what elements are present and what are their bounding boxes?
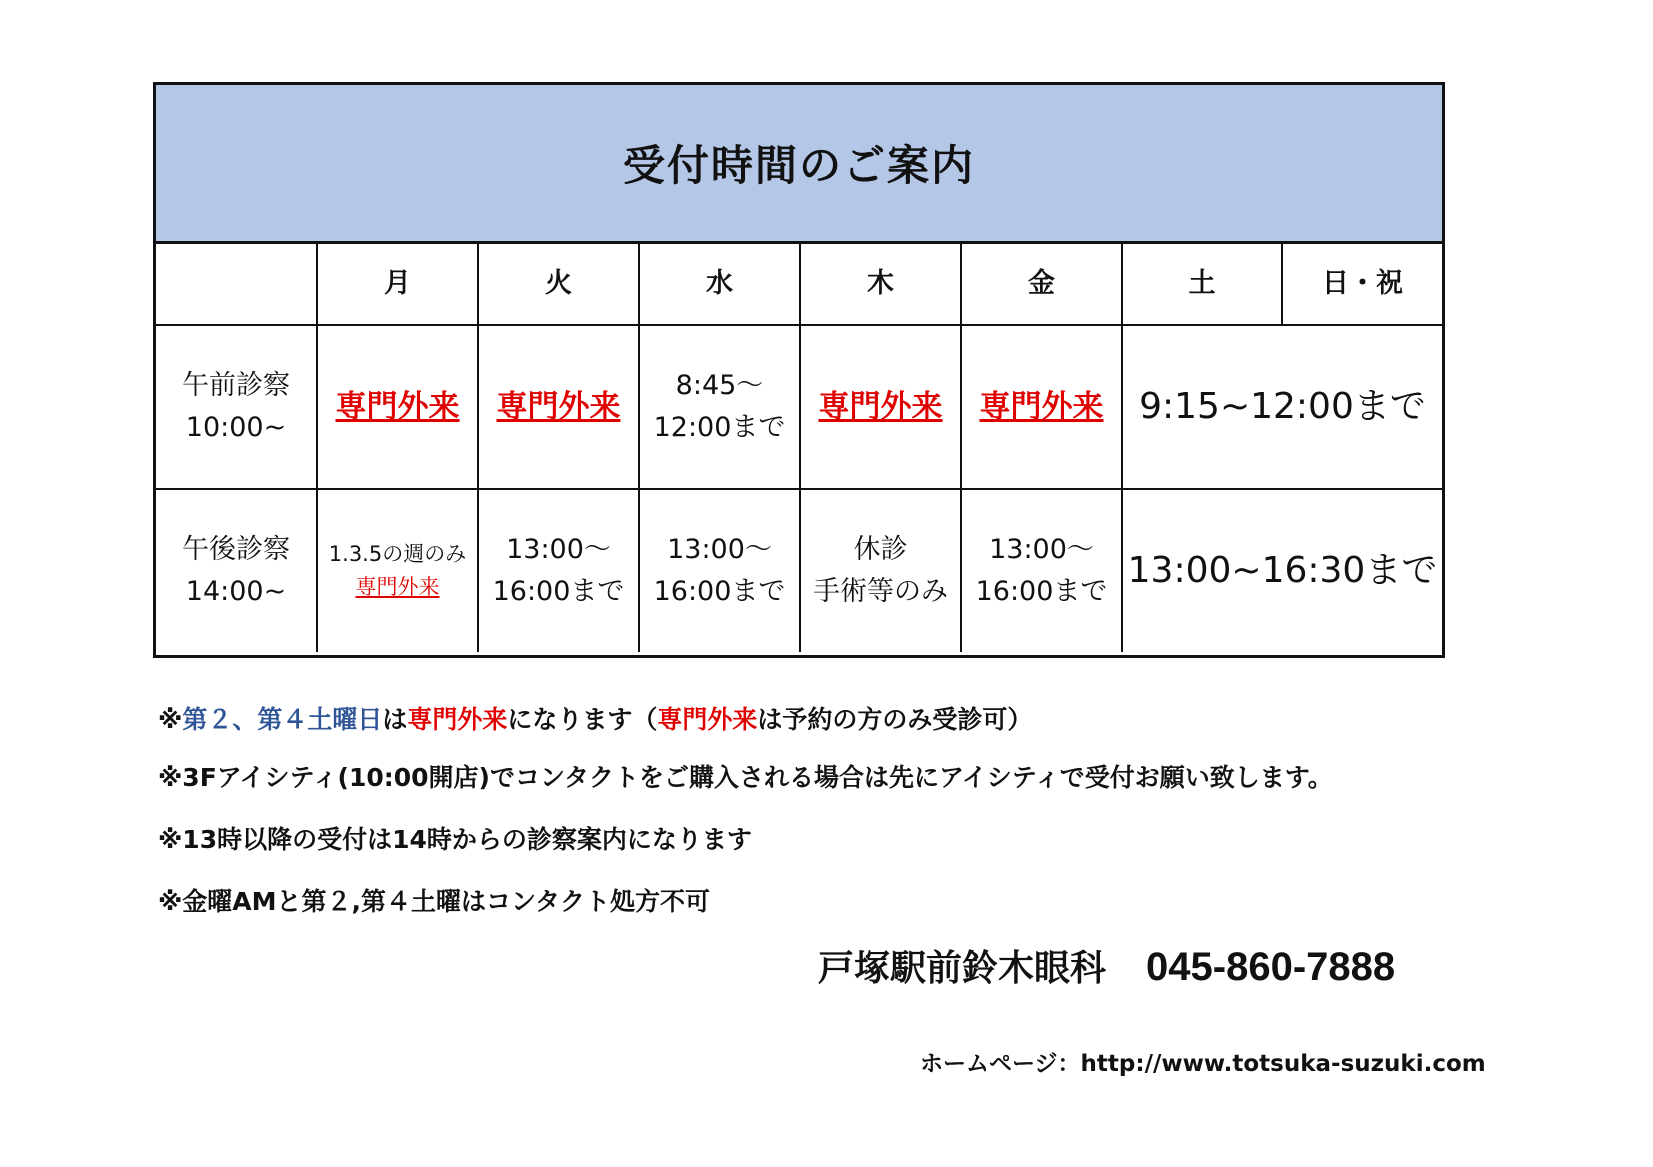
- note-saturday-days: 第２、第４土曜日: [182, 705, 383, 734]
- morning-thu: [800, 325, 961, 489]
- afternoon-thu-closed: 休診: [853, 534, 908, 566]
- header-mon: 月: [317, 244, 478, 325]
- afternoon-wed-start: 13:00～: [667, 534, 772, 566]
- afternoon-label-cell: [156, 489, 317, 652]
- morning-mon: [317, 325, 478, 489]
- special-clinic-label: 専門外来: [355, 575, 440, 599]
- note-text: は: [382, 705, 408, 734]
- afternoon-fri-end: 16:00まで: [975, 576, 1108, 607]
- morning-weekend-hours: 9:15~12:00まで: [1139, 386, 1426, 428]
- afternoon-row: [156, 489, 1442, 652]
- afternoon-label: 午後診察: [182, 534, 290, 566]
- afternoon-wed-end: 16:00まで: [653, 576, 786, 607]
- morning-label-cell: [156, 325, 317, 489]
- note-text: は予約の方のみ受診可）: [757, 705, 1033, 734]
- special-clinic-label: 専門外来: [496, 388, 621, 425]
- morning-sat-sun: [1122, 325, 1442, 489]
- special-clinic-label: 専門外来: [335, 388, 460, 425]
- note-icity: ※3Fアイシティ(10:00開店)でコンタクトをご購入される場合は先にアイシティで受付お願い致します。: [158, 763, 1333, 792]
- note-special-clinic: 専門外来: [657, 705, 758, 734]
- header-blank-cell: [156, 244, 317, 325]
- header-sat: 土: [1122, 244, 1282, 325]
- morning-tue: [478, 325, 639, 489]
- note-special-clinic: 専門外来: [407, 705, 508, 734]
- afternoon-thu-surgery: 手術等のみ: [813, 576, 948, 607]
- special-clinic-label: 専門外来: [979, 388, 1104, 425]
- clinic-info: [818, 940, 1395, 991]
- morning-wed: [639, 325, 800, 489]
- header-thu: 木: [800, 244, 961, 325]
- note-contact-lens: ※金曜AMと第２,第４土曜はコンタクト処方不可: [158, 887, 711, 916]
- note-mark: ※: [158, 705, 183, 734]
- header-wed: 水: [639, 244, 800, 325]
- morning-row: [156, 325, 1442, 489]
- afternoon-fri: [961, 489, 1122, 652]
- afternoon-mon-note: 1.3.5の週のみ: [328, 542, 467, 567]
- clinic-name: 戸塚駅前鈴木眼科: [818, 948, 1107, 989]
- schedule-table: [153, 82, 1445, 658]
- morning-wed-start: 8:45～: [675, 370, 764, 402]
- schedule-title: 受付時間のご案内: [156, 85, 1442, 244]
- afternoon-weekend-hours: 13:00~16:30まで: [1127, 550, 1438, 592]
- afternoon-tue-end: 16:00まで: [492, 576, 625, 607]
- afternoon-tue-start: 13:00～: [506, 534, 611, 566]
- afternoon-wed: [639, 489, 800, 652]
- morning-fri: [961, 325, 1122, 489]
- header-fri: 金: [961, 244, 1122, 325]
- afternoon-tue: [478, 489, 639, 652]
- morning-wed-end: 12:00まで: [653, 412, 786, 443]
- header-sun: 日・祝: [1282, 244, 1442, 325]
- header-tue: 火: [478, 244, 639, 325]
- afternoon-thu: [800, 489, 961, 652]
- note-text: になります（: [507, 705, 658, 734]
- afternoon-sat-sun: [1122, 489, 1442, 652]
- afternoon-time: 14:00~: [185, 576, 287, 607]
- note-saturday-special: [158, 700, 1032, 736]
- morning-label: 午前診察: [182, 370, 290, 402]
- clinic-phone: 045-860-7888: [1146, 945, 1396, 989]
- afternoon-fri-start: 13:00～: [989, 534, 1094, 566]
- afternoon-mon: [317, 489, 478, 652]
- special-clinic-label: 専門外来: [818, 388, 943, 425]
- note-after-13: ※13時以降の受付は14時からの診察案内になります: [158, 825, 752, 854]
- morning-time: 10:00~: [185, 412, 287, 443]
- homepage-link[interactable]: ホームページ：http://www.totsuka-suzuki.com: [920, 1051, 1486, 1077]
- header-row: [156, 244, 1442, 325]
- schedule-grid: [156, 244, 1442, 652]
